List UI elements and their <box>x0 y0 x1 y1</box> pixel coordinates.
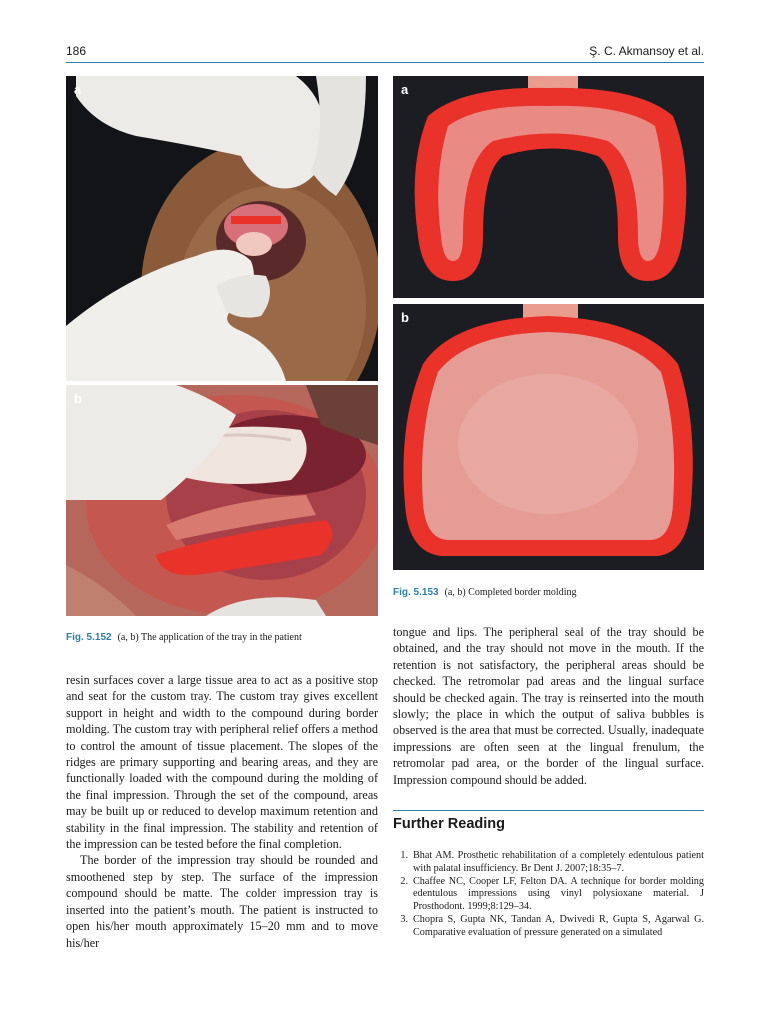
figure-153-caption <box>393 586 704 599</box>
reference-list <box>393 850 704 940</box>
reference-item <box>393 850 704 876</box>
body-paragraph: resin surfaces cover a large tissue area to act as a positive stop and seat for the custom tray. The custom tray gives excellent support in height and width to the compound during border molding. The custom tray with peripheral relief offers a method to control the amount of tissue placement. The slopes of the ridges are primary supporting and bearing areas, and they are functionally loaded with the compound during the molding of the final impression. Through the set of the compound, areas may be built up or reduced to develop maximum retention and stability in the final impression. The stability and retention of the impression can be tested before the final completion. <box>66 673 378 852</box>
right-text-column <box>393 624 704 788</box>
panel-label-b: b <box>74 391 82 406</box>
lower-tray-image <box>393 76 704 298</box>
header-rule <box>66 62 704 63</box>
reference-number: 2. <box>400 875 408 887</box>
mouth-tray-image <box>66 385 378 616</box>
left-text-column <box>66 672 378 951</box>
figure-number: Fig. 5.152 <box>66 632 112 643</box>
body-paragraph: The border of the impression tray should be rounded and smoothened step by step. The surface of the impression compound should be matte. The colder impression tray is inserted into the patient’s mouth. The patient is instructed to open his/her mouth approximately 15–20 mm and to move his/her <box>66 853 378 950</box>
running-head: Ş. C. Akmansoy et al. <box>589 44 704 58</box>
figure-152a-photo <box>66 76 378 381</box>
section-heading: Further Reading <box>393 816 505 832</box>
reference-number: 1. <box>400 850 408 861</box>
body-paragraph: tongue and lips. The peripheral seal of the tray should be obtained, and the tray should not move in the mouth. If the retention is not satisfactory, the peripheral areas should be checked. The retromolar pad areas and the lingual surface should be checked again. The tray is reinserted into the mouth slowly; the place in which the output of saliva bubbles is observed is the area that must be corrected. Usually, inadequate impressions are often seen at the lingual frenulum, the retromolar pad area, or the border of the lingual surface. Impression compound should be added. <box>393 625 704 787</box>
reference-item <box>393 914 704 940</box>
figure-number: Fig. 5.153 <box>393 587 439 598</box>
reference-text: Chaffee NC, Cooper LF, Felton DA. A technique for border molding edentulous impressions using vinyl polysioxane material. J Prosthodont. 1999;8:129–34. <box>413 875 704 913</box>
reference-number: 3. <box>400 913 408 925</box>
upper-tray-image <box>393 304 704 570</box>
caption-text: (a, b) The application of the tray in the patient <box>117 632 302 643</box>
panel-label-a: a <box>74 82 82 97</box>
figure-153b-photo <box>393 304 704 570</box>
page-header <box>66 44 704 62</box>
figure-152-caption <box>66 631 378 644</box>
reference-text: Chopra S, Gupta NK, Tandan A, Dwivedi R, Gupta S, Agarwal G. Comparative evaluation of pressure generated on a simulated <box>413 913 704 938</box>
figure-153a-photo <box>393 76 704 298</box>
gloved-hands-image <box>66 76 378 381</box>
caption-text: (a, b) Completed border molding <box>444 587 577 598</box>
page-number: 186 <box>66 44 87 58</box>
panel-label-b: b <box>401 310 409 325</box>
figure-152b-photo <box>66 385 378 616</box>
panel-label-a: a <box>401 82 409 97</box>
reference-text: Bhat AM. Prosthetic rehabilitation of a completely edentulous patient with palatal insufficiency. Br Dent J. 2007;18:35–7. <box>413 850 704 874</box>
reference-item <box>393 876 704 914</box>
section-rule <box>393 810 704 811</box>
